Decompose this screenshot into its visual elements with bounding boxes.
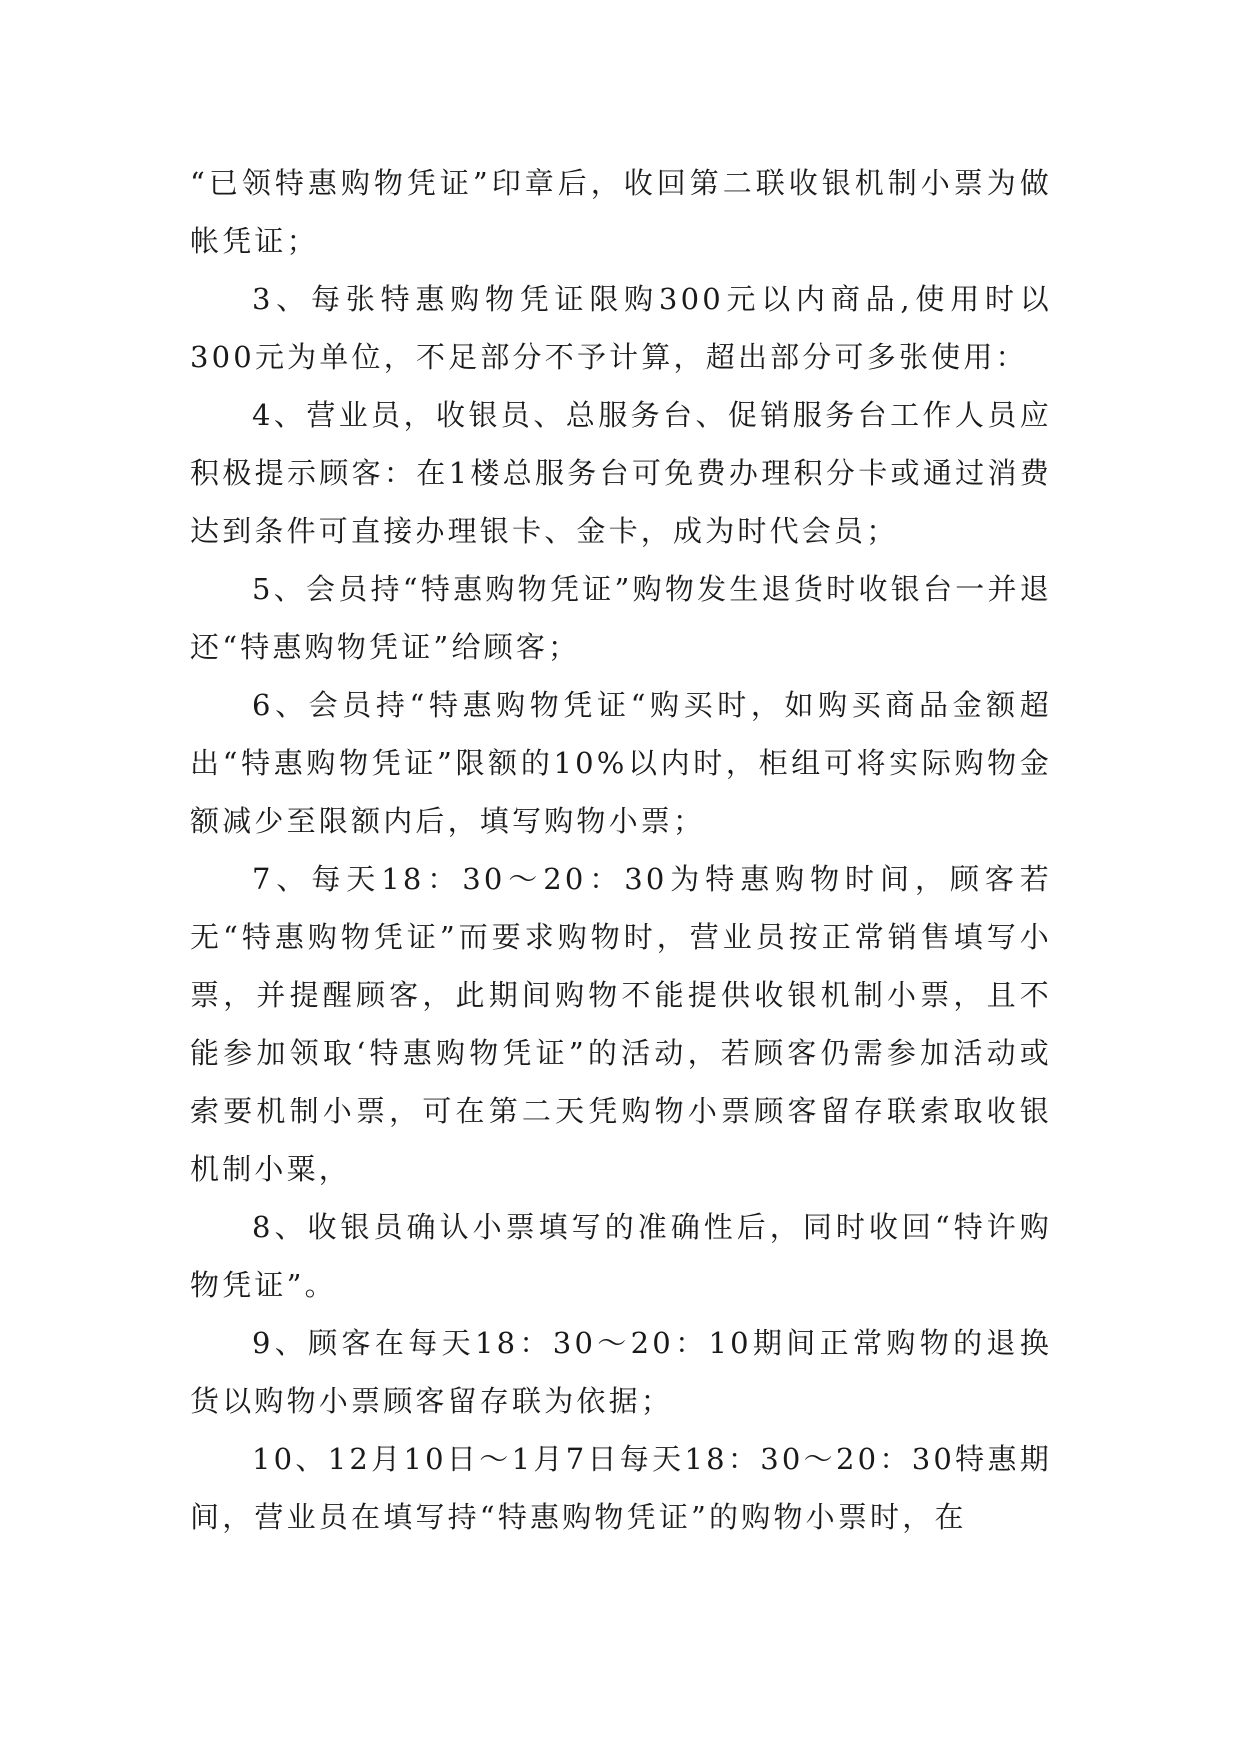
paragraph-item-6: 6、会员持“特惠购物凭证“购买时，如购买商品金额超出“特惠购物凭证”限额的10%以内时，柜组可将实际购物金额减少至限额内后，填写购物小票； xyxy=(190,688,1052,838)
document-body xyxy=(190,154,1052,1546)
paragraph-item-3: 3、每张特惠购物凭证限购300元以内商品,使用时以300元为单位，不足部分不予计算，超出部分可多张使用： xyxy=(190,282,1052,374)
paragraph-continuation: “已领特惠购物凭证”印章后，收回第二联收银机制小票为做帐凭证； xyxy=(190,166,1052,258)
paragraph-item-5: 5、会员持“特惠购物凭证”购物发生退货时收银台一并退还“特惠购物凭证”给顾客； xyxy=(190,572,1052,664)
paragraph-item-10: 10、12月10日～1月7日每天18：30～20：30特惠期间，营业员在填写持“特惠购物凭证”的购物小票时，在 xyxy=(190,1442,1052,1534)
paragraph-item-9: 9、顾客在每天18：30～20：10期间正常购物的退换货以购物小票顾客留存联为依据； xyxy=(190,1326,1052,1418)
paragraph-item-4: 4、营业员，收银员、总服务台、促销服务台工作人员应积极提示顾客：在1楼总服务台可免费办理积分卡或通过消费达到条件可直接办理银卡、金卡，成为时代会员； xyxy=(190,398,1052,548)
paragraph-item-7: 7、每天18：30～20：30为特惠购物时间，顾客若无“特惠购物凭证”而要求购物时，营业员按正常销售填写小票，并提醒顾客，此期间购物不能提供收银机制小票，且不能参加领取‘特惠购物凭证”的活动，若顾客仍需参加活动或索要机制小票，可在第二天凭购物小票顾客留存联索取收银机制小粟， xyxy=(190,862,1052,1186)
paragraph-item-8: 8、收银员确认小票填写的准确性后，同时收回“特许购物凭证”。 xyxy=(190,1210,1052,1302)
